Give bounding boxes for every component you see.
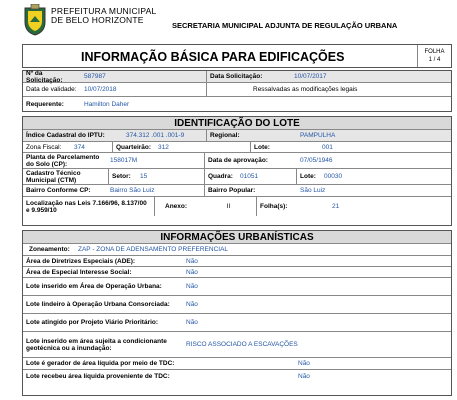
urban-rows: [23, 256, 451, 358]
zoneamento-row: [23, 244, 451, 256]
urban-row-value: Não: [186, 301, 198, 308]
urban-row-value: Não: [186, 283, 198, 290]
folhas-label: Folha(s):: [260, 203, 288, 210]
quadra-label: Quadra:: [208, 173, 233, 180]
lote2-value: 00030: [324, 173, 343, 180]
lote-value: 001: [322, 143, 333, 151]
quadra-value: 01051: [237, 169, 297, 184]
validity-value: 10/07/2018: [81, 83, 207, 96]
urban-row: [23, 267, 451, 278]
request-row-2: [23, 83, 451, 97]
quarteirao-value: 312: [155, 142, 251, 152]
requerente-value: Hamilton Daher: [84, 100, 130, 108]
zoneamento-label: Zoneamento:: [29, 246, 70, 253]
validity-label: Data de validade:: [26, 86, 77, 93]
urban-row: [23, 332, 451, 358]
secretaria-name: SECRETARIA MUNICIPAL ADJUNTA DE REGULAÇÃO URBANA: [172, 21, 398, 30]
aprovacao-label: Data de aprovação:: [208, 157, 268, 164]
aprovacao-value: 07/05/1946: [300, 157, 333, 164]
urban-section-title: INFORMAÇÕES URBANÍSTICAS: [23, 231, 451, 244]
ressalva-note: Ressalvadas as modificações legais: [253, 86, 358, 93]
request-row-1: [23, 71, 451, 83]
urban-row-label: Área de Especial Interesse Social:: [26, 268, 132, 276]
setor-value: 15: [137, 169, 205, 184]
lote-row-localizacao: [23, 197, 451, 216]
zoneamento-value: ZAP - ZONA DE ADENSAMENTO PREFERENCIAL: [78, 246, 229, 253]
setor-label: Setor:: [112, 173, 131, 180]
tdc-recebeu-value: Não: [298, 372, 310, 380]
anexo-value: II: [201, 197, 257, 216]
bairro-pop-value: São Luiz: [300, 187, 326, 194]
request-date-value: 10/07/2017: [294, 73, 327, 80]
request-block: [22, 70, 452, 112]
tdc-gerador-value: Não: [298, 360, 310, 367]
regional-label: Regional:: [210, 132, 240, 139]
lote-row-indice: [23, 130, 451, 142]
lote-row-planta: [23, 153, 451, 169]
lote-label: Lote:: [254, 143, 270, 151]
planta-value: 158017M: [107, 153, 205, 168]
title-bar: [22, 44, 452, 68]
bairro-cp-label: Bairro Conforme CP:: [26, 187, 91, 194]
indice-value: 374.312 .001 .001-9: [123, 130, 207, 141]
regional-value: PAMPULHA: [300, 132, 336, 139]
lote-row-ctm: [23, 169, 451, 185]
lote-row-bairro: [23, 185, 451, 197]
pbh-logo: [22, 4, 48, 36]
zona-label: Zona Fiscal:: [26, 143, 62, 151]
quarteirao-label: Quarteirão:: [116, 143, 152, 151]
urban-row-label: Lote atingido por Projeto Viário Prioritário:: [26, 319, 159, 326]
anexo-label: Anexo:: [165, 203, 188, 210]
urban-row-label: Lote inserido em área sujeita a condicionante geotécnica ou a inundação:: [26, 337, 167, 352]
urban-row-value: RISCO ASSOCIADO A ESCAVAÇÕES: [186, 341, 298, 348]
request-row-3: [23, 97, 451, 111]
bairro-cp-value: Bairro São Luiz: [107, 185, 205, 196]
urban-row: [23, 314, 451, 332]
urban-row-value: Não: [186, 268, 198, 276]
urban-row-value: Não: [186, 319, 198, 326]
org-name-line1: PREFEITURA MUNICIPAL: [51, 6, 157, 16]
indice-label: Índice Cadastral do IPTU:: [26, 132, 105, 139]
folha-value: 1 / 4: [428, 57, 441, 63]
tdc-recebeu-row: [23, 370, 451, 382]
urban-row-value: Não: [186, 257, 198, 265]
document-title: INFORMAÇÃO BÁSICA PARA EDIFICAÇÕES: [81, 50, 345, 64]
request-number-value: 587987: [81, 71, 207, 82]
lote-row-zona: [23, 142, 451, 153]
urban-section: [22, 230, 452, 396]
folha-label: FOLHA: [424, 49, 445, 55]
org-name-line2: DE BELO HORIZONTE: [51, 15, 144, 25]
bairro-pop-label: Bairro Popular:: [208, 187, 256, 194]
tdc-recebeu-label: Lote recebeu área líquida proveniente de TDC:: [26, 372, 170, 380]
urban-row: [23, 278, 451, 296]
urban-row-label: Lote lindeiro à Operação Urbana Consorciada:: [26, 301, 170, 308]
planta-label: Planta de Parcelamento do Solo (CP):: [26, 153, 100, 168]
zona-value: 374: [71, 142, 113, 152]
folha-box: [417, 45, 451, 67]
org-name: [51, 7, 156, 25]
lote-section-title: IDENTIFICAÇÃO DO LOTE: [23, 117, 451, 130]
urban-row-label: Lote inserido em Área de Operação Urbana:: [26, 283, 162, 290]
ctm-label: Cadastro Técnico Municipal (CTM): [23, 169, 109, 184]
localizacao-label: Localização nas Leis 7.166/96, 8.137/00 e 9.959/10: [23, 197, 155, 216]
request-number-label: Nº da Solicitação:: [26, 69, 63, 84]
folhas-value: 21: [332, 203, 340, 210]
urban-row: [23, 256, 451, 267]
header: [22, 4, 452, 40]
urban-row: [23, 296, 451, 314]
tdc-gerador-row: [23, 358, 451, 370]
urban-row-label: Área de Diretrizes Especiais (ADE):: [26, 257, 136, 265]
lote2-label: Lote:: [300, 173, 316, 180]
tdc-gerador-label: Lote é gerador de área líquida por meio de TDC:: [26, 360, 175, 367]
lote-section: [22, 116, 452, 226]
requerente-label: Requerente:: [26, 100, 64, 108]
request-date-label: Data Solicitação:: [210, 73, 263, 80]
